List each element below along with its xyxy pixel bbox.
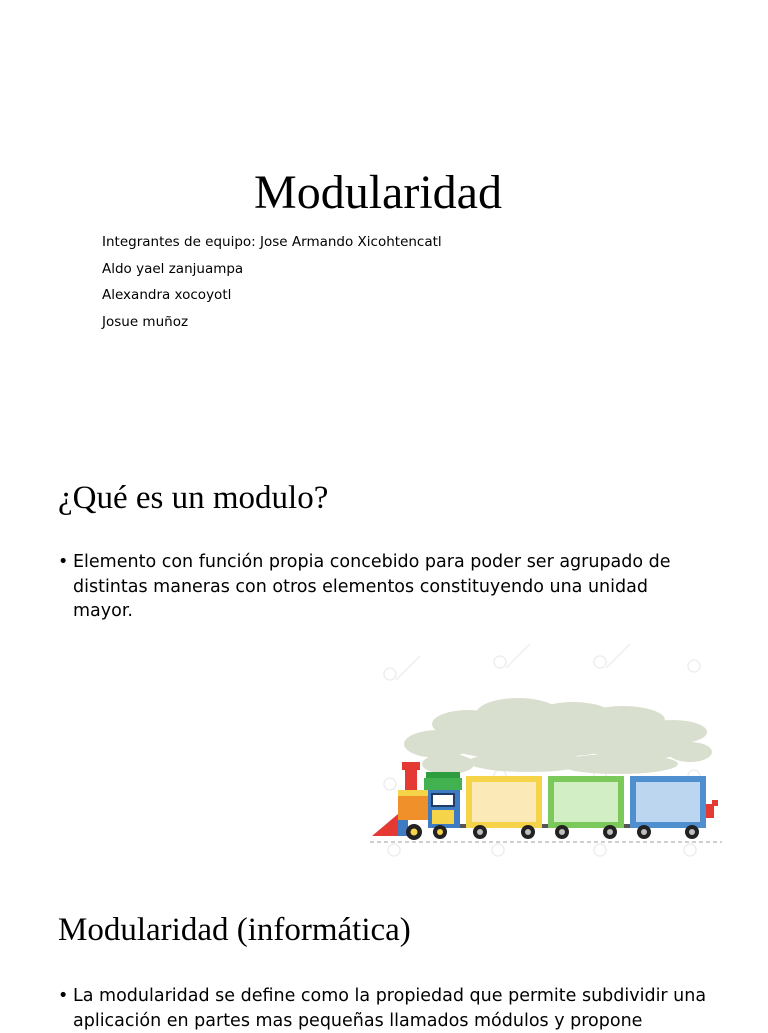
bullet-icon: •	[58, 986, 69, 1006]
bullet-text: Elemento con función propia concebido para poder ser agrupado de distintas maneras con otros elementos constituyendo una unidad mayor.	[73, 552, 671, 621]
toy-train-image	[368, 636, 724, 868]
toy-train-illustration	[368, 636, 724, 868]
slide-title: Modularidad (informática)	[58, 912, 411, 948]
team-member-line: Alexandra xocoyotl	[102, 287, 232, 303]
team-member-line: Josue muñoz	[102, 313, 189, 330]
bullet-point	[58, 550, 708, 624]
module-definition-slide	[0, 440, 768, 880]
team-member-line: Integrantes de equipo: Jose Armando Xicohtencatl	[102, 234, 442, 250]
bullet-text: La modularidad se define como la propiedad que permite subdividir una aplicación en partes mas pequeñas llamados módulos y propone	[73, 986, 707, 1031]
slide-title: Modularidad	[254, 166, 502, 219]
bullet-icon: •	[58, 552, 69, 572]
team-member-line: Aldo yael zanjuampa	[102, 260, 244, 277]
informatics-modularity-slide	[0, 888, 768, 1031]
bullet-point	[58, 984, 708, 1033]
slide-title: ¿Qué es un modulo?	[58, 480, 329, 516]
title-slide	[0, 0, 768, 432]
team-members-list	[102, 229, 442, 335]
